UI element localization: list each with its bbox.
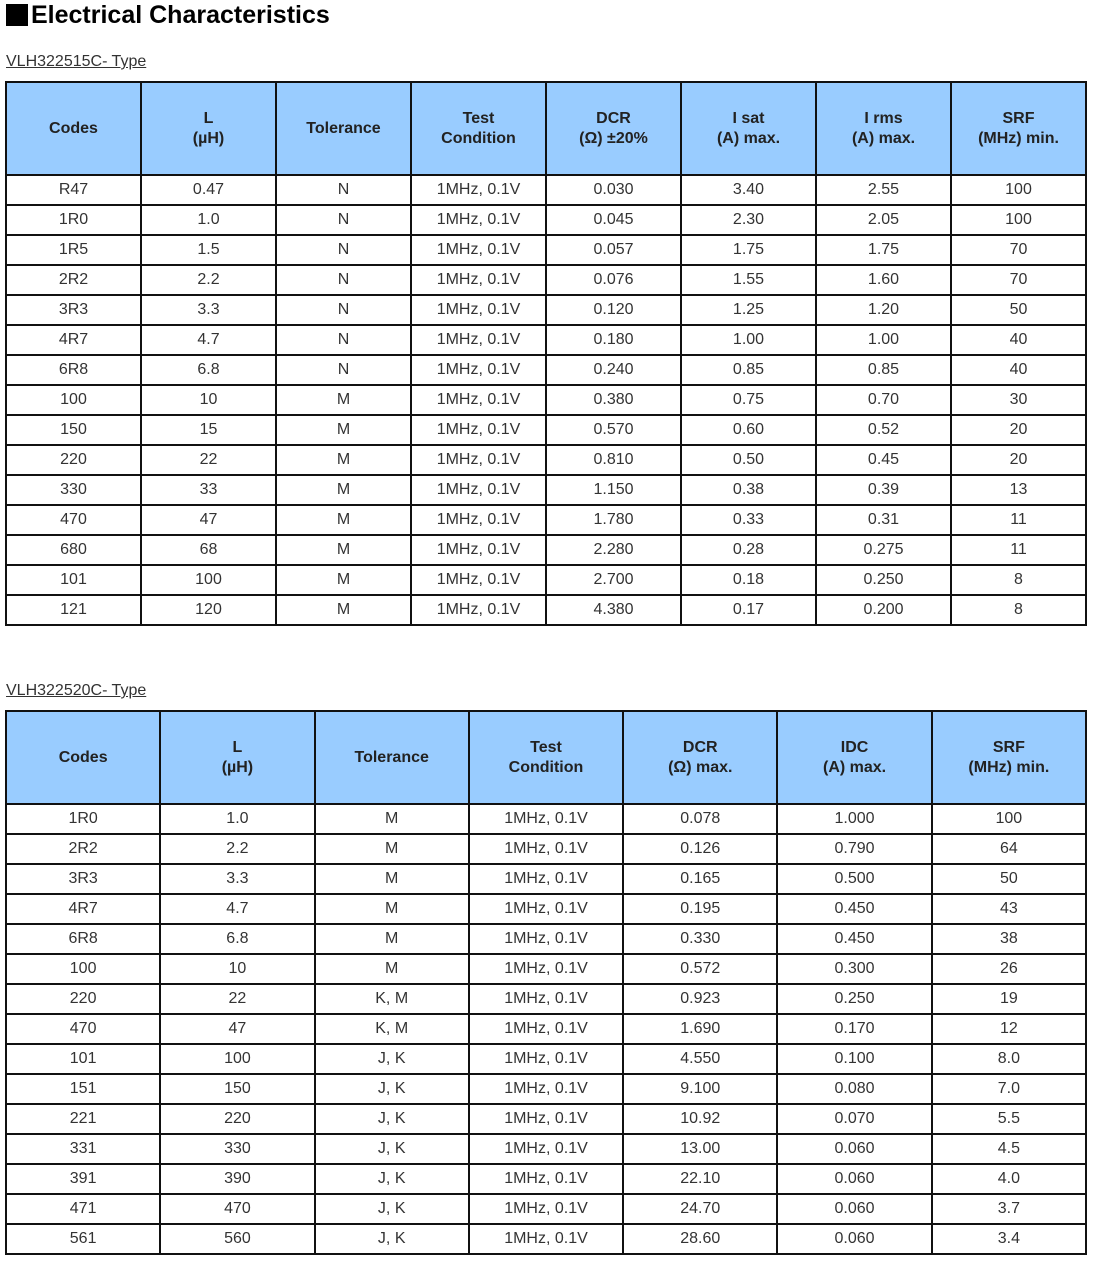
table-cell: 0.17	[681, 595, 816, 625]
table-cell: 4.7	[160, 894, 314, 924]
table-cell: 4R7	[6, 894, 160, 924]
table-cell: 6R8	[6, 355, 141, 385]
table-cell: 1MHz, 0.1V	[411, 415, 546, 445]
table-cell: 0.030	[546, 175, 681, 205]
table-cell: 1MHz, 0.1V	[469, 894, 623, 924]
table-cell: 3.7	[932, 1194, 1086, 1224]
table-cell: 4.7	[141, 325, 276, 355]
column-header: SRF (MHz) min.	[932, 711, 1086, 804]
table-cell: 120	[141, 595, 276, 625]
table-cell: 391	[6, 1164, 160, 1194]
table-cell: 10	[141, 385, 276, 415]
table-row	[6, 295, 1086, 325]
table-cell: 8	[951, 565, 1086, 595]
table-cell: 1MHz, 0.1V	[469, 954, 623, 984]
table-cell: 1.25	[681, 295, 816, 325]
square-bullet-icon	[6, 4, 28, 26]
table-cell: M	[276, 565, 411, 595]
table-cell: 1MHz, 0.1V	[411, 355, 546, 385]
page-title	[6, 0, 330, 30]
table-row	[6, 1134, 1086, 1164]
table-cell: M	[315, 804, 469, 834]
table-cell: 0.250	[777, 984, 931, 1014]
table-cell: 5.5	[932, 1104, 1086, 1134]
table-cell: 1MHz, 0.1V	[411, 265, 546, 295]
table-cell: 0.52	[816, 415, 951, 445]
table-cell: 10.92	[623, 1104, 777, 1134]
table-cell: 561	[6, 1224, 160, 1254]
table-cell: 50	[932, 864, 1086, 894]
table-row	[6, 595, 1086, 625]
table-cell: 0.380	[546, 385, 681, 415]
table-row	[6, 1014, 1086, 1044]
table-cell: 4.0	[932, 1164, 1086, 1194]
column-header: Codes	[6, 711, 160, 804]
table-row	[6, 475, 1086, 505]
table-cell: 38	[932, 924, 1086, 954]
table-row	[6, 385, 1086, 415]
table-cell: 0.195	[623, 894, 777, 924]
table-cell: 1MHz, 0.1V	[469, 1014, 623, 1044]
table-cell: 0.045	[546, 205, 681, 235]
table-cell: 0.85	[681, 355, 816, 385]
table-cell: 4.380	[546, 595, 681, 625]
table-cell: J, K	[315, 1134, 469, 1164]
table-cell: 100	[951, 175, 1086, 205]
table-cell: 0.165	[623, 864, 777, 894]
table-cell: 0.275	[816, 535, 951, 565]
table-cell: N	[276, 265, 411, 295]
table-cell: 1MHz, 0.1V	[469, 1134, 623, 1164]
table-cell: 8	[951, 595, 1086, 625]
table-cell: 390	[160, 1164, 314, 1194]
table-row	[6, 325, 1086, 355]
table-row	[6, 1224, 1086, 1254]
table-cell: 11	[951, 535, 1086, 565]
table-cell: 4.5	[932, 1134, 1086, 1164]
table-cell: 0.18	[681, 565, 816, 595]
table-cell: 1MHz, 0.1V	[469, 1074, 623, 1104]
table-cell: 1MHz, 0.1V	[411, 295, 546, 325]
table-cell: 2.2	[141, 265, 276, 295]
table-cell: 1MHz, 0.1V	[411, 505, 546, 535]
table-cell: 1MHz, 0.1V	[469, 804, 623, 834]
table-row	[6, 175, 1086, 205]
table-header-row	[6, 82, 1086, 175]
table-cell: 9.100	[623, 1074, 777, 1104]
table-cell: 1.75	[816, 235, 951, 265]
column-header: Test Condition	[411, 82, 546, 175]
table-row	[6, 205, 1086, 235]
column-header: I sat (A) max.	[681, 82, 816, 175]
table-cell: 1MHz, 0.1V	[469, 1224, 623, 1254]
table-cell: 0.078	[623, 804, 777, 834]
table-cell: 2R2	[6, 265, 141, 295]
table1-electrical-characteristics	[5, 81, 1087, 626]
table-cell: 0.923	[623, 984, 777, 1014]
table-cell: 1.00	[681, 325, 816, 355]
table-cell: M	[276, 385, 411, 415]
table-cell: 20	[951, 445, 1086, 475]
table-cell: 3.3	[160, 864, 314, 894]
table-cell: 22	[160, 984, 314, 1014]
column-header: Tolerance	[276, 82, 411, 175]
table-cell: 1MHz, 0.1V	[411, 595, 546, 625]
table-cell: 220	[6, 445, 141, 475]
table-cell: 0.790	[777, 834, 931, 864]
table-cell: 471	[6, 1194, 160, 1224]
table-row	[6, 355, 1086, 385]
table-cell: 1.780	[546, 505, 681, 535]
table-row	[6, 415, 1086, 445]
table-cell: 100	[932, 804, 1086, 834]
table-cell: 24.70	[623, 1194, 777, 1224]
table1-caption: VLH322515C- Type	[6, 53, 147, 70]
table-cell: 220	[160, 1104, 314, 1134]
column-header: SRF (MHz) min.	[951, 82, 1086, 175]
table-row	[6, 984, 1086, 1014]
table-cell: 100	[951, 205, 1086, 235]
table-cell: 1.55	[681, 265, 816, 295]
table-cell: 0.060	[777, 1164, 931, 1194]
table-cell: 0.076	[546, 265, 681, 295]
table-cell: 0.500	[777, 864, 931, 894]
table-cell: 1MHz, 0.1V	[469, 1104, 623, 1134]
column-header: Test Condition	[469, 711, 623, 804]
table-cell: 1.20	[816, 295, 951, 325]
table-cell: 331	[6, 1134, 160, 1164]
table-cell: 0.450	[777, 894, 931, 924]
table-cell: 1R0	[6, 804, 160, 834]
table-cell: 470	[6, 1014, 160, 1044]
table-cell: 13	[951, 475, 1086, 505]
table-cell: M	[315, 924, 469, 954]
table-cell: 11	[951, 505, 1086, 535]
table-cell: 26	[932, 954, 1086, 984]
table-cell: 0.126	[623, 834, 777, 864]
table-cell: M	[315, 864, 469, 894]
table-cell: 330	[6, 475, 141, 505]
table-cell: 1MHz, 0.1V	[469, 864, 623, 894]
table-cell: 13.00	[623, 1134, 777, 1164]
table-cell: J, K	[315, 1074, 469, 1104]
table-cell: 1.00	[816, 325, 951, 355]
table-cell: 1MHz, 0.1V	[411, 325, 546, 355]
table-cell: 4R7	[6, 325, 141, 355]
table-cell: 0.070	[777, 1104, 931, 1134]
table-cell: 0.450	[777, 924, 931, 954]
table-cell: 2.30	[681, 205, 816, 235]
column-header: DCR (Ω) ±20%	[546, 82, 681, 175]
table-cell: 1MHz, 0.1V	[411, 475, 546, 505]
table-cell: 0.100	[777, 1044, 931, 1074]
table-cell: M	[276, 505, 411, 535]
table-cell: 0.180	[546, 325, 681, 355]
table-row	[6, 235, 1086, 265]
table-cell: 0.250	[816, 565, 951, 595]
table-cell: 2.280	[546, 535, 681, 565]
table-cell: 43	[932, 894, 1086, 924]
table-cell: 0.057	[546, 235, 681, 265]
table-cell: 3.3	[141, 295, 276, 325]
table-cell: 8.0	[932, 1044, 1086, 1074]
table-cell: 1.75	[681, 235, 816, 265]
table-cell: 0.060	[777, 1134, 931, 1164]
table-cell: 680	[6, 535, 141, 565]
column-header: L (µH)	[160, 711, 314, 804]
table-cell: 1MHz, 0.1V	[411, 565, 546, 595]
table-cell: 3.40	[681, 175, 816, 205]
table-cell: 70	[951, 235, 1086, 265]
table2-electrical-characteristics	[5, 710, 1087, 1255]
table-cell: 150	[160, 1074, 314, 1104]
table-cell: 2.700	[546, 565, 681, 595]
table-cell: 70	[951, 265, 1086, 295]
table-cell: 1.150	[546, 475, 681, 505]
table-cell: 0.28	[681, 535, 816, 565]
table-cell: M	[315, 894, 469, 924]
table-cell: J, K	[315, 1164, 469, 1194]
table-cell: 1MHz, 0.1V	[469, 1164, 623, 1194]
table-cell: 3R3	[6, 864, 160, 894]
table-cell: 40	[951, 355, 1086, 385]
table-row	[6, 1164, 1086, 1194]
table-cell: M	[276, 475, 411, 505]
table-cell: 10	[160, 954, 314, 984]
table-cell: 1MHz, 0.1V	[411, 235, 546, 265]
table-cell: 1MHz, 0.1V	[411, 385, 546, 415]
table-cell: 0.080	[777, 1074, 931, 1104]
table-cell: 101	[6, 565, 141, 595]
table-cell: N	[276, 175, 411, 205]
table-cell: J, K	[315, 1194, 469, 1224]
table-cell: 0.39	[816, 475, 951, 505]
table-cell: 1.5	[141, 235, 276, 265]
table-cell: 2R2	[6, 834, 160, 864]
table-cell: 1R5	[6, 235, 141, 265]
table-row	[6, 505, 1086, 535]
column-header: Tolerance	[315, 711, 469, 804]
table-cell: J, K	[315, 1104, 469, 1134]
table-row	[6, 804, 1086, 834]
table-cell: 151	[6, 1074, 160, 1104]
table-cell: 22.10	[623, 1164, 777, 1194]
page-title-text: Electrical Characteristics	[31, 0, 330, 29]
table-cell: 4.550	[623, 1044, 777, 1074]
table-cell: 2.05	[816, 205, 951, 235]
table-cell: R47	[6, 175, 141, 205]
table-row	[6, 954, 1086, 984]
table-cell: 1MHz, 0.1V	[469, 924, 623, 954]
table-cell: 1.0	[160, 804, 314, 834]
table-cell: 0.60	[681, 415, 816, 445]
table-cell: 6.8	[141, 355, 276, 385]
table-cell: 1MHz, 0.1V	[469, 984, 623, 1014]
table-cell: 121	[6, 595, 141, 625]
table-cell: 68	[141, 535, 276, 565]
table-header-row	[6, 711, 1086, 804]
table-row	[6, 1074, 1086, 1104]
table-cell: K, M	[315, 1014, 469, 1044]
table-cell: N	[276, 325, 411, 355]
table-cell: N	[276, 205, 411, 235]
table-cell: 0.33	[681, 505, 816, 535]
table-cell: 30	[951, 385, 1086, 415]
table-cell: 0.300	[777, 954, 931, 984]
table-cell: 47	[160, 1014, 314, 1044]
table-cell: 22	[141, 445, 276, 475]
table-cell: M	[315, 834, 469, 864]
table-cell: 33	[141, 475, 276, 505]
table-cell: 560	[160, 1224, 314, 1254]
table-cell: 1MHz, 0.1V	[469, 834, 623, 864]
table-cell: 0.45	[816, 445, 951, 475]
table-row	[6, 1044, 1086, 1074]
table-row	[6, 1104, 1086, 1134]
table-cell: N	[276, 295, 411, 325]
column-header: Codes	[6, 82, 141, 175]
table-cell: 470	[160, 1194, 314, 1224]
table-cell: 28.60	[623, 1224, 777, 1254]
table-cell: 40	[951, 325, 1086, 355]
table-cell: 0.572	[623, 954, 777, 984]
table-cell: 150	[6, 415, 141, 445]
table-cell: 1MHz, 0.1V	[411, 205, 546, 235]
column-header: IDC (A) max.	[777, 711, 931, 804]
table-cell: 1.000	[777, 804, 931, 834]
table-cell: 0.330	[623, 924, 777, 954]
table-cell: 0.060	[777, 1194, 931, 1224]
table-cell: 12	[932, 1014, 1086, 1044]
table-cell: 0.170	[777, 1014, 931, 1044]
table-cell: M	[276, 535, 411, 565]
table-cell: 0.060	[777, 1224, 931, 1254]
table-cell: M	[276, 445, 411, 475]
table-row	[6, 864, 1086, 894]
table-cell: 1.60	[816, 265, 951, 295]
table-cell: 2.55	[816, 175, 951, 205]
table-cell: J, K	[315, 1044, 469, 1074]
table-cell: 1MHz, 0.1V	[469, 1194, 623, 1224]
table-cell: 0.75	[681, 385, 816, 415]
table-cell: J, K	[315, 1224, 469, 1254]
table-cell: M	[315, 954, 469, 984]
table-row	[6, 1194, 1086, 1224]
table-cell: 1.0	[141, 205, 276, 235]
table-cell: 47	[141, 505, 276, 535]
table-cell: 15	[141, 415, 276, 445]
table-cell: N	[276, 235, 411, 265]
table-cell: 1R0	[6, 205, 141, 235]
table-cell: M	[276, 595, 411, 625]
table-cell: 1MHz, 0.1V	[411, 535, 546, 565]
table-cell: 2.2	[160, 834, 314, 864]
table-cell: 6.8	[160, 924, 314, 954]
table-row	[6, 535, 1086, 565]
table-cell: 0.200	[816, 595, 951, 625]
column-header: I rms (A) max.	[816, 82, 951, 175]
table-cell: 1MHz, 0.1V	[411, 175, 546, 205]
table-cell: 0.240	[546, 355, 681, 385]
table-cell: 0.31	[816, 505, 951, 535]
table-cell: 100	[141, 565, 276, 595]
table-row	[6, 834, 1086, 864]
table-cell: 6R8	[6, 924, 160, 954]
table-cell: 7.0	[932, 1074, 1086, 1104]
table-cell: 3.4	[932, 1224, 1086, 1254]
table-cell: 1.690	[623, 1014, 777, 1044]
table-cell: 100	[6, 954, 160, 984]
table-cell: 0.120	[546, 295, 681, 325]
table-row	[6, 894, 1086, 924]
table-cell: 0.70	[816, 385, 951, 415]
table-cell: 1MHz, 0.1V	[411, 445, 546, 475]
table-cell: 221	[6, 1104, 160, 1134]
table-row	[6, 445, 1086, 475]
table-cell: 0.50	[681, 445, 816, 475]
table-cell: 100	[6, 385, 141, 415]
table-cell: N	[276, 355, 411, 385]
table-cell: 0.570	[546, 415, 681, 445]
table2-caption: VLH322520C- Type	[6, 682, 147, 699]
table-cell: 19	[932, 984, 1086, 1014]
table-cell: 0.810	[546, 445, 681, 475]
table-cell: 0.38	[681, 475, 816, 505]
table-cell: 0.85	[816, 355, 951, 385]
table-cell: 50	[951, 295, 1086, 325]
table-cell: 100	[160, 1044, 314, 1074]
table-row	[6, 265, 1086, 295]
table-cell: K, M	[315, 984, 469, 1014]
table-cell: 330	[160, 1134, 314, 1164]
table-row	[6, 565, 1086, 595]
table-cell: 20	[951, 415, 1086, 445]
table-row	[6, 924, 1086, 954]
column-header: L (µH)	[141, 82, 276, 175]
table-cell: 101	[6, 1044, 160, 1074]
column-header: DCR (Ω) max.	[623, 711, 777, 804]
table-cell: 470	[6, 505, 141, 535]
table-cell: 0.47	[141, 175, 276, 205]
table-cell: M	[276, 415, 411, 445]
table-cell: 3R3	[6, 295, 141, 325]
table-cell: 64	[932, 834, 1086, 864]
table-cell: 220	[6, 984, 160, 1014]
table-cell: 1MHz, 0.1V	[469, 1044, 623, 1074]
